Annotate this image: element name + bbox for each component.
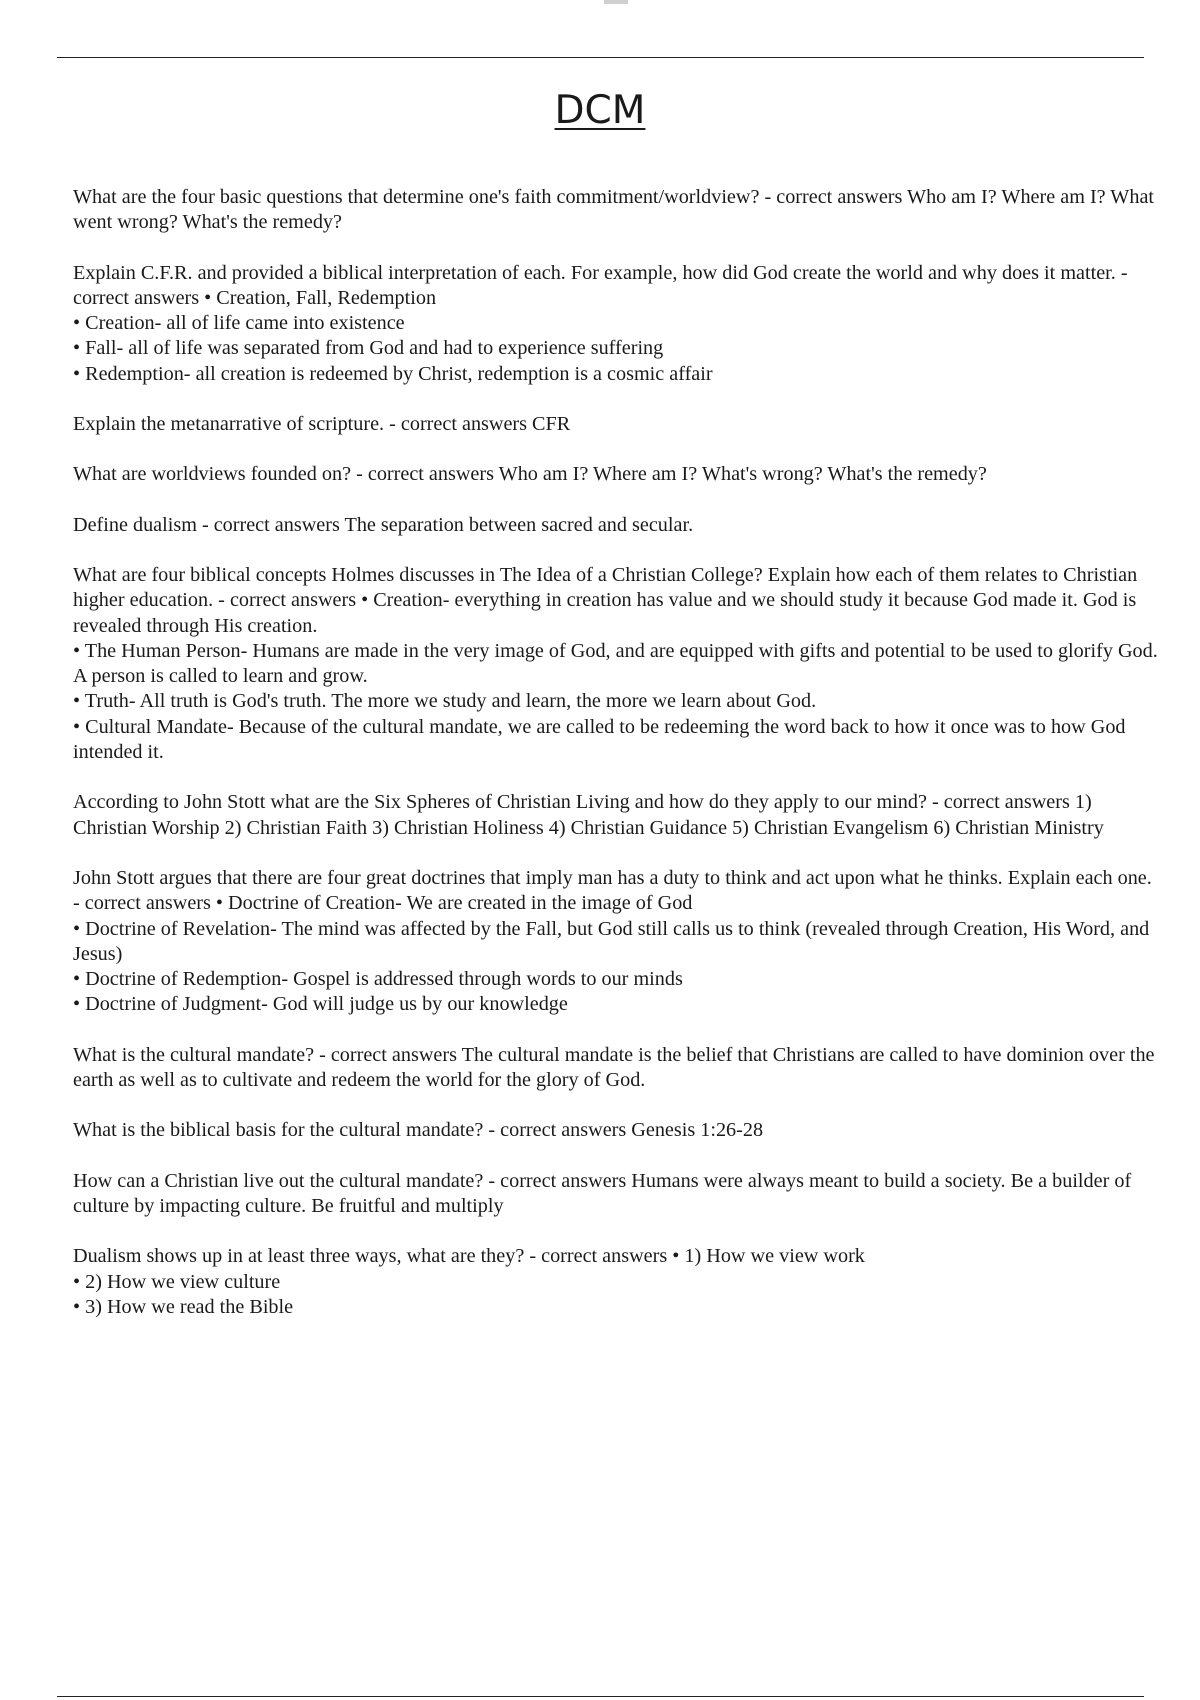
qa-entry [73, 462, 1158, 487]
qa-text: Explain the metanarrative of scripture. - correct answers CFR [73, 413, 571, 436]
qa-text: Dualism shows up in at least three ways, what are they? - correct answers • 1) How we view work [73, 1245, 865, 1268]
qa-text: What are four biblical concepts Holmes discusses in The Idea of a Christian College? Explain how each of them relates to Christian higher education. - correct answers • Creation- everything in creation has value and we should study it because God made it. God is revealed through His creation. [73, 563, 1138, 637]
qa-entry [73, 1244, 1158, 1320]
qa-text: Explain C.F.R. and provided a biblical interpretation of each. For example, how did God create the world and why does it matter. - correct answers • Creation, Fall, Redemption [73, 261, 1128, 309]
bullet-item: • 3) How we read the Bible [73, 1295, 294, 1318]
qa-text: Define dualism - correct answers The separation between sacred and secular. [73, 513, 694, 536]
qa-entry [73, 790, 1158, 841]
qa-entry [73, 412, 1158, 437]
bullet-item: • Cultural Mandate- Because of the cultural mandate, we are called to be redeeming the word back to how it once was to how God intended it. [73, 715, 1126, 764]
qa-text: What is the biblical basis for the cultural mandate? - correct answers Genesis 1:26-28 [73, 1119, 764, 1142]
page-title: DCM [554, 88, 646, 133]
page-top-mark [604, 0, 628, 4]
qa-entry [73, 1118, 1158, 1143]
document-body [73, 185, 1158, 1345]
qa-entry [73, 513, 1158, 538]
bullet-item: • Truth- All truth is God's truth. The more we study and learn, the more we learn about God. [73, 690, 817, 713]
bullet-item: • Redemption- all creation is redeemed by Christ, redemption is a cosmic affair [73, 362, 713, 385]
qa-entry [73, 866, 1158, 1018]
bullet-item: • Doctrine of Judgment- God will judge us by our knowledge [73, 993, 568, 1016]
footer-rule [57, 1696, 1144, 1697]
qa-entry [73, 185, 1158, 236]
bullet-item: • Doctrine of Redemption- Gospel is addressed through words to our minds [73, 968, 683, 991]
qa-text: What is the cultural mandate? - correct answers The cultural mandate is the belief that Christians are called to have dominion over the earth as well as to cultivate and redeem the world for the glory of God. [73, 1043, 1155, 1092]
header-rule [57, 57, 1144, 58]
qa-entry [73, 1169, 1158, 1220]
bullet-item: • Creation- all of life came into existence [73, 312, 405, 335]
qa-text: How can a Christian live out the cultural mandate? - correct answers Humans were always meant to build a society. Be a builder of culture by impacting culture. Be fruitful and multiply [73, 1169, 1132, 1217]
bullet-item: • The Human Person- Humans are made in the very image of God, and are equipped with gifts and potential to be used to glorify God. A person is called to learn and grow. [73, 639, 1158, 688]
bullet-item: • Doctrine of Revelation- The mind was affected by the Fall, but God still calls us to think (revealed through Creation, His Word, and Jesus) [73, 917, 1150, 965]
qa-entry [73, 1043, 1158, 1094]
qa-text: John Stott argues that there are four great doctrines that imply man has a duty to think and act upon what he thinks. Explain each one. - correct answers • Doctrine of Creation- We are created in the image of God [73, 866, 1152, 915]
bullet-item: • Fall- all of life was separated from God and had to experience suffering [73, 337, 664, 360]
qa-entry [73, 563, 1158, 765]
qa-entry [73, 261, 1158, 387]
qa-text: What are worldviews founded on? - correct answers Who am I? Where am I? What's wrong? What's the remedy? [73, 463, 987, 486]
qa-text: What are the four basic questions that determine one's faith commitment/worldview? - correct answers Who am I? Where am I? What went wrong? What's the remedy? [73, 186, 1155, 234]
bullet-item: • 2) How we view culture [73, 1270, 281, 1293]
qa-text: According to John Stott what are the Six Spheres of Christian Living and how do they apply to our mind? - correct answers 1) Christian Worship 2) Christian Faith 3) Christian Holiness 4) Christian Guidance 5) Christian Evangelism 6) Christian Ministry [73, 791, 1104, 839]
